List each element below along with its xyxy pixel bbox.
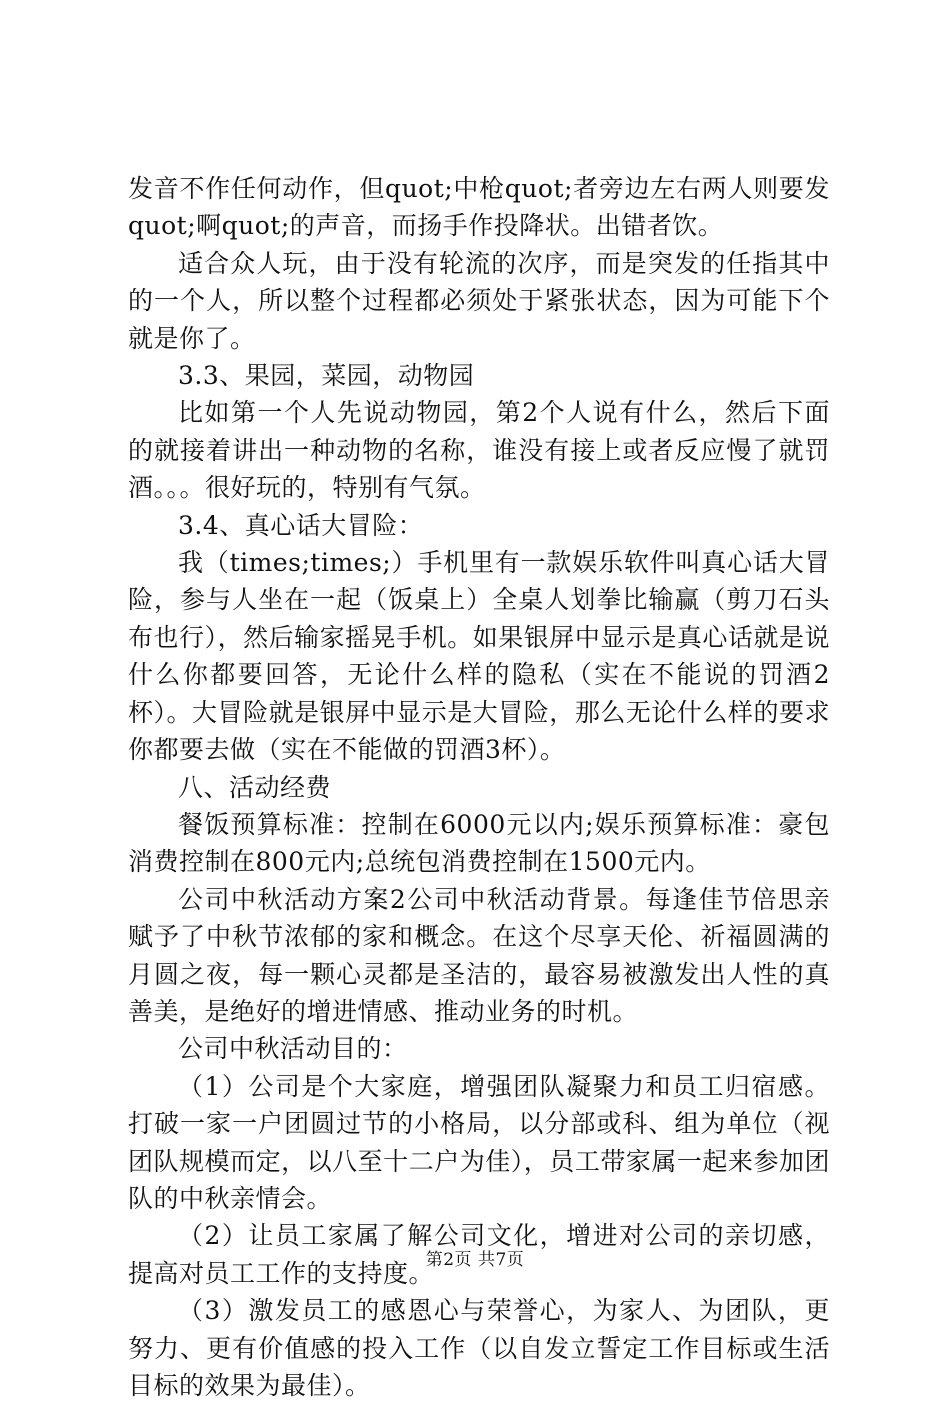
paragraph-purpose-3: （3）激发员工的感恩心与荣誉心，为家人、为团队，更努力、更有价值感的投入工作（以自发立誓定工作目标或生活目标的效果为最佳）。 xyxy=(128,1296,830,1400)
paragraph-purpose-2: （2）让员工家属了解公司文化，增进对公司的亲切感，提高对员工工作的支持度。 xyxy=(128,1221,830,1288)
paragraph-game-suitability: 适合众人玩，由于没有轮流的次序，而是突发的任指其中的一个人，所以整个过程都必须处于紧张状态，因为可能下个就是你了。 xyxy=(128,248,830,353)
section-heading-3-3: 3.3、果园，菜园，动物园 xyxy=(178,361,475,391)
page-number-footer: 第2页 共7页 xyxy=(425,1250,525,1270)
section-heading-3-4: 3.4、真心话大冒险： xyxy=(178,510,424,540)
section-heading-budget: 八、活动经费 xyxy=(178,772,332,802)
paragraph-purpose-1: （1）公司是个大家庭，增强团队凝聚力和员工归宿感。打破一家一户团圆过节的小格局，以分部或科、组为单位（视团队规模而定，以八至十二户为佳），员工带家属一起来参加团队的中秋亲情会。 xyxy=(128,1071,830,1213)
paragraph-mid-autumn-background: 公司中秋活动方案2公司中秋活动背景。每逢佳节倍思亲赋予了中秋节浓郁的家和概念。在这个尽享天伦、祈福圆满的月圆之夜，每一颗心灵都是圣洁的，最容易被激发出人性的真善美，是绝好的增进情感、推动业务的时机。 xyxy=(128,884,830,1026)
paragraph-budget: 餐饭预算标准：控制在6000元以内;娱乐预算标准：豪包消费控制在800元内;总统包消费控制在1500元内。 xyxy=(128,809,830,877)
paragraph-truth-or-dare: 我（times;times;）手机里有一款娱乐软件叫真心话大冒险，参与人坐在一起（饭桌上）全桌人划拳比输赢（剪刀石头布也行），然后输家摇晃手机。如果银屏中显示是真心话就是说什么你都要回答，无论什么样的隐私（实在不能说的罚酒2杯）。大冒险就是银屏中显示是大冒险，那么无论什么样的要求你都要去做（实在不能做的罚酒3杯）。 xyxy=(128,548,830,765)
section-heading-purpose: 公司中秋活动目的： xyxy=(178,1034,408,1064)
document-body xyxy=(128,170,830,1404)
paragraph-game-rule-continued: 发音不作任何动作，但quot;中枪quot;者旁边左右两人则要发quot;啊quot;的声音，而扬手作投降状。出错者饮。 xyxy=(128,174,830,241)
paragraph-zoo-game: 比如第一个人先说动物园，第2个人说有什么，然后下面的就接着讲出一种动物的名称，谁没有接上或者反应慢了就罚酒。。。很好玩的，特别有气氛。 xyxy=(128,398,830,503)
